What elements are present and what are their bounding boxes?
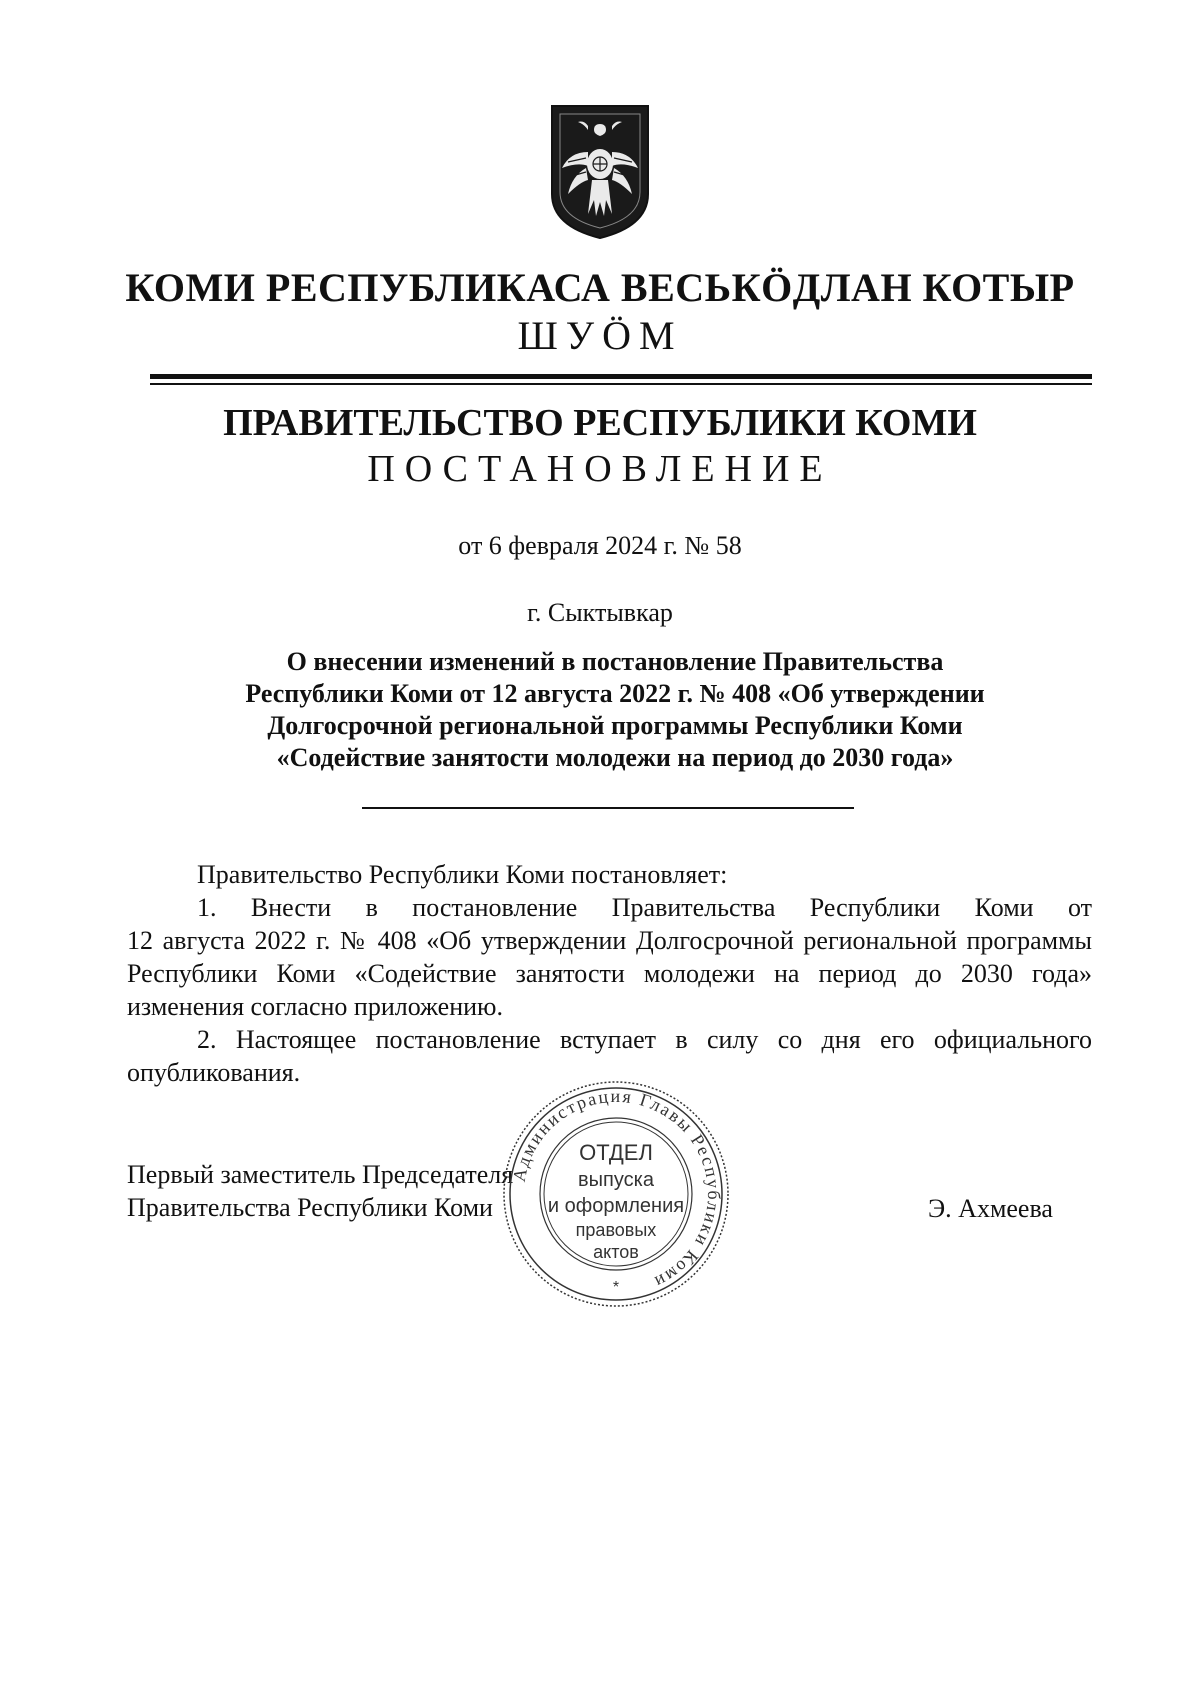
signatory-position-line: Правительства Республики Коми	[127, 1193, 493, 1222]
stamp-star-icon: *	[612, 1279, 620, 1296]
subject-line: «Содействие занятости молодежи на период до 2030 года»	[276, 743, 954, 772]
body-item-1-continuation: 12 августа 2022 г. № 408 «Об утверждении Долгосрочной региональной программы Республики Коми «Содействие занятости молодежи на период до 2030 года» изменения согласно приложению.	[127, 926, 1092, 1021]
header-divider-thick	[150, 374, 1092, 379]
body-intro: Правительство Республики Коми постановляет:	[197, 860, 728, 889]
header-divider-thin	[150, 383, 1092, 385]
subject-line: О внесении изменений в постановление Правительства	[286, 647, 944, 676]
body-item-1-first-line: 1. Внести в постановление Правительства Республики Коми от	[197, 893, 1092, 922]
stamp-center-line: правовых	[575, 1220, 657, 1240]
document-type: ПОСТАНОВЛЕНИЕ	[367, 448, 833, 490]
document-body	[127, 858, 1092, 1089]
komi-authority-title: КОМИ РЕСПУБЛИКАСА ВЕСЬКӦДЛАН КОТЫР	[125, 265, 1075, 310]
stamp-center-line: и оформления	[547, 1195, 685, 1217]
stamp-ring-text: Администрация Главы Республики Коми	[508, 1085, 725, 1294]
document-date-number: от 6 февраля 2024 г. № 58	[458, 531, 742, 560]
official-stamp	[500, 1078, 732, 1310]
signatory-position	[127, 1158, 513, 1224]
stamp-center-line: ОТДЕЛ	[579, 1140, 653, 1165]
signatory-name: Э. Ахмеева	[928, 1194, 1053, 1223]
document-subject	[150, 646, 1080, 774]
government-title: ПРАВИТЕЛЬСТВО РЕСПУБЛИКИ КОМИ	[223, 402, 977, 444]
subject-line: Долгосрочной региональной программы Республики Коми	[267, 711, 963, 740]
signatory-position-line: Первый заместитель Председателя	[127, 1160, 514, 1189]
document-city: г. Сыктывкар	[527, 598, 673, 627]
body-item-2: 2. Настоящее постановление вступает в силу со дня его официального опубликования.	[127, 1025, 1092, 1087]
komi-document-type: ШУӦМ	[517, 313, 683, 358]
subject-line: Республики Коми от 12 августа 2022 г. № 408 «Об утверждении	[245, 679, 985, 708]
stamp-center-line: актов	[593, 1242, 639, 1262]
subject-underline	[362, 807, 854, 809]
komi-coat-of-arms-icon	[548, 102, 652, 242]
stamp-center-line: выпуска	[578, 1169, 654, 1191]
